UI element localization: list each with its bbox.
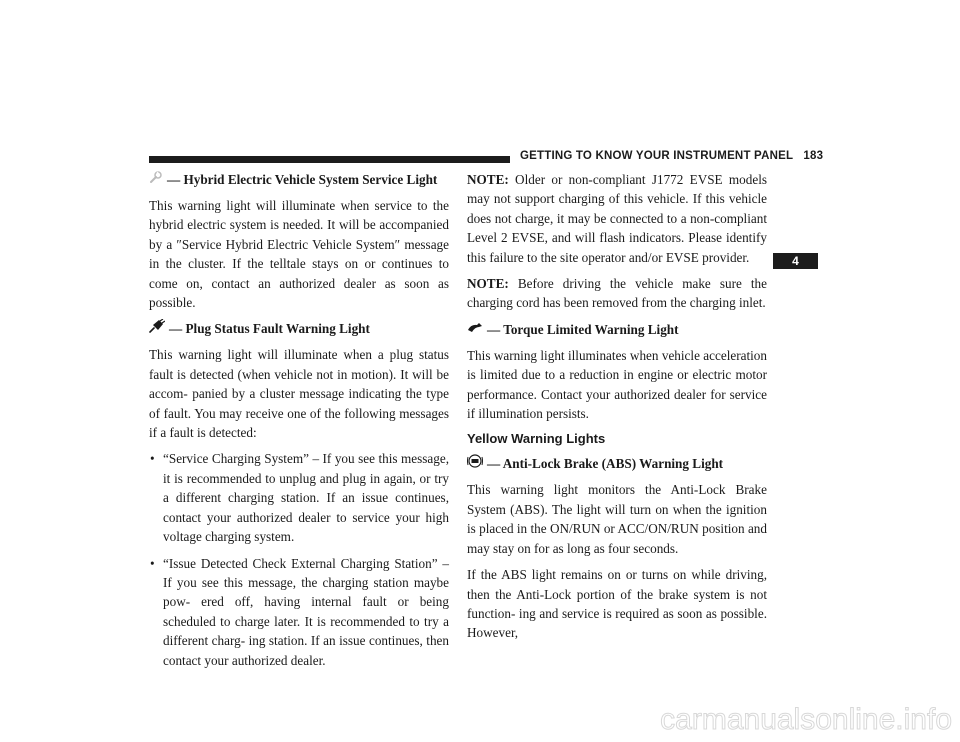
plug-status-paragraph: This warning light will illuminate when a plug status fault is detected (when vehicle not in motion). It will be accom- panied by a cluster message indicating the type of fault. You may receive one of the following messages if a fault is detected: <box>149 347 449 441</box>
page-number: 183 <box>803 150 824 162</box>
note-label: NOTE: <box>467 276 509 292</box>
list-item <box>149 449 449 546</box>
plug-status-heading <box>149 319 449 338</box>
abs-heading-text: — Anti-Lock Brake (ABS) Warning Light <box>487 456 724 472</box>
right-column <box>467 170 767 650</box>
hybrid-service-heading-text: — Hybrid Electric Vehicle System Service Light <box>167 172 438 187</box>
note-text: Older or non-compliant J1772 EVSE models may not support charging of this vehicle. If this vehicle does not charge, it may be connected to a non-compliant Level 2 EVSE, and will flash indicators. Please identify this failure to the site operator and/or EVSE provider. <box>467 172 767 265</box>
torque-limited-paragraph: This warning light illuminates when vehicle acceleration is limited due to a reduction in engine or electric motor performance. Contact your authorized dealer for service if illumination persists. <box>467 347 767 422</box>
running-header <box>520 150 824 162</box>
note-charging-cord <box>467 274 767 313</box>
abs-paragraph-1: This warning light monitors the Anti-Lock Brake System (ABS). The light will turn on when the ignition is placed in the ON/RUN or ACC/ON/RUN position and may stay on for as long as four seconds. <box>467 482 767 556</box>
site-watermark <box>576 701 956 737</box>
plug-status-heading-text: — Plug Status Fault Warning Light <box>169 321 370 337</box>
list-item-text: “Issue Detected Check External Charging Station” – If you see this message, the charging station maybe pow- ered off, having internal fault or being scheduled to charge later. It is recommended to try a different charg- ing station. If an issue continues, then contact your authorized dealer. <box>163 555 449 668</box>
note-label: NOTE: <box>467 172 509 187</box>
fault-message-list <box>149 449 449 669</box>
header-rule <box>149 156 510 163</box>
torque-limited-heading-text: — Torque Limited Warning Light <box>487 321 679 337</box>
yellow-warning-lights-heading: Yellow Warning Lights <box>467 431 606 447</box>
abs-paragraph-2: If the ABS light remains on or turns on while driving, then the Anti-Lock portion of the brake system is not function- ing and service is required as soon as possible. However, <box>467 567 767 641</box>
header-title: GETTING TO KNOW YOUR INSTRUMENT PANEL <box>520 150 794 162</box>
bullet-glyph: • <box>150 451 155 467</box>
abs-icon <box>467 454 483 473</box>
bullet-glyph: • <box>150 555 155 571</box>
note-evse-compatibility <box>467 170 767 267</box>
charging-plug-icon <box>149 319 165 338</box>
abs-heading <box>467 454 767 473</box>
hybrid-service-paragraph: This warning light will illuminate when service to the hybrid electric system is needed. It will be accompanied by a ″Service Hybrid Electric Vehicle System″ message in the cluster. If the telltale stays on or continues to come on, contact an authorized dealer as soon as possible. <box>149 198 449 311</box>
watermark-text: carmanualsonline.info <box>660 703 952 736</box>
note-text: Before driving the vehicle make sure the charging cord has been removed from the charging inlet. <box>467 276 767 311</box>
list-item-text: “Service Charging System” – If you see this message, it is recommended to unplug and plug in again, or try a different charging station. If an issue continues, contact your authorized dealer to service your high voltage charging system. <box>163 451 449 545</box>
torque-limited-heading <box>467 320 767 339</box>
hybrid-service-wrench-icon <box>149 170 163 189</box>
left-column <box>149 170 449 677</box>
chapter-tab: 4 <box>773 253 818 269</box>
hybrid-service-heading <box>149 170 449 189</box>
torque-limited-icon <box>467 320 483 339</box>
list-item <box>149 554 449 670</box>
